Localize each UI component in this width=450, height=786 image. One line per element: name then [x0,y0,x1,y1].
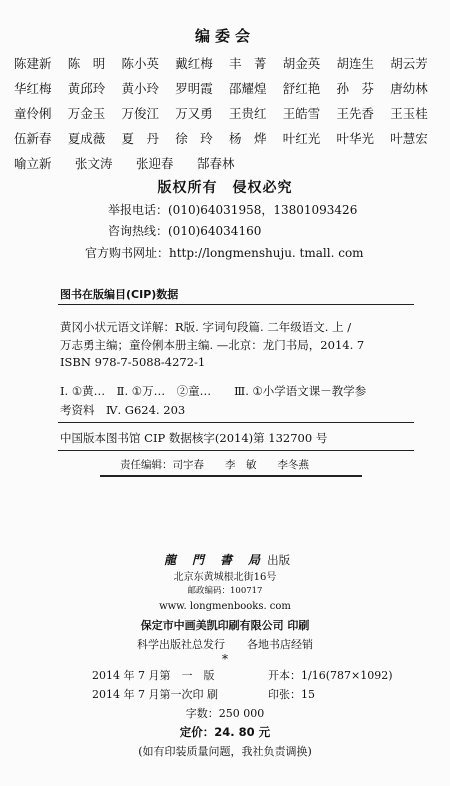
word-count: 字数：250 000 [185,707,265,720]
committee-member: 伍新春 [14,131,52,146]
quality-notice: (如有印装质量问题，我社负责调换) [138,745,312,758]
committee-member: 万金玉 [67,106,106,121]
printer: 保定市中画美凯印刷有限公司 印刷 [140,619,310,632]
committee-member: 张迎春 [136,156,174,171]
publisher-name: 龍 門 書 局 [164,553,263,567]
committee-member: 张文涛 [75,156,113,171]
committee-member: 陈建新 [14,56,52,71]
distributor: 科学出版社总发行 各地书店经销 [137,638,313,651]
cip-line-2: 万志勇主编；童伶俐本册主编. —北京：龙门书局，2014. 7 [60,338,365,352]
committee-member: 夏成薇 [67,131,106,146]
official-shop-url: 官方购书网址：http://longmenshuju. tmall. com [85,246,364,260]
cip-heading: 图书在版编目(CIP)数据 [60,288,179,301]
committee-member: 徐 玲 [175,131,213,146]
committee-member: 陈 明 [67,56,106,71]
committee-title: 编委会 [194,27,255,45]
committee-member: 胡连生 [336,56,375,71]
printed-sheets: 印张：15 [268,688,315,701]
price: 定价：24. 80 元 [179,725,271,739]
committee-member: 戴红梅 [175,56,213,71]
committee-member: 黄邱玲 [67,81,106,96]
committee-member: 陈小英 [121,56,160,71]
responsible-editors: 责任编辑：司宇春 李 敏 李冬燕 [120,459,309,471]
consult-hotline: 咨询热线：(010)64034160 [108,224,262,238]
committee-member: 胡金英 [282,56,321,71]
committee-member: 叶慧宏 [390,131,428,146]
committee-row [14,154,444,172]
committee-member: 舒红艳 [282,81,321,96]
cip-rule-bottom [58,450,414,451]
committee-member: 夏 丹 [121,131,160,146]
committee-member: 罗明霞 [175,81,213,96]
committee-member: 王皓雪 [282,106,321,121]
separator-star: * [222,652,228,666]
publisher-suffix: 出版 [267,553,291,567]
cip-line-4: 考资料 Ⅳ. G624. 203 [60,403,186,417]
publisher-address: 北京东黄城根北街16号 [173,572,277,583]
committee-member: 万俊江 [121,106,160,121]
first-printing: 2014 年 7 月第一次印 刷 [92,688,218,701]
committee-row [14,104,444,122]
committee-member: 邵耀煌 [229,81,267,96]
committee-member: 唐幼林 [390,81,428,96]
committee-member: 郜春林 [197,156,235,171]
committee-member: 胡云芳 [390,56,428,71]
committee-member: 叶华光 [336,131,375,146]
publisher-line [164,549,290,568]
committee-member: 华红梅 [14,81,52,96]
book-format: 开本：1/16(787×1092) [268,669,393,682]
committee-member: 王玉桂 [390,106,428,121]
committee-member: 孙 芬 [336,81,375,96]
publisher-website: www. longmenbooks. com [159,601,291,612]
editors-rule [100,475,362,477]
committee-member: 喻立新 [14,156,52,171]
committee-member: 童伶俐 [14,106,52,121]
cip-isbn: ISBN 978-7-5088-4272-1 [60,355,206,369]
cip-line-3: Ⅰ. ①黄… Ⅱ. ①万… ②童… Ⅲ. ①小学语文课－教学参 [60,384,367,398]
first-edition: 2014 年 7 月第 一 版 [92,669,215,682]
committee-member: 叶红光 [282,131,321,146]
report-phone: 举报电话：(010)64031958，13801093426 [108,203,358,217]
committee-member: 丰 菁 [229,56,267,71]
cip-rule-mid [58,422,414,423]
committee-member: 黄小玲 [121,81,160,96]
committee-row [14,129,444,147]
committee-row [14,79,444,97]
publisher-postcode: 邮政编码：100717 [187,586,263,596]
committee-member: 王贵红 [229,106,267,121]
committee-member: 王先香 [336,106,375,121]
copyright-title: 版权所有 侵权必究 [157,180,293,196]
committee-member: 杨 烨 [229,131,267,146]
cip-record: 中国版本图书馆 CIP 数据核字(2014)第 132700 号 [60,431,328,445]
cip-rule-top [58,304,414,305]
committee-row [14,54,444,72]
cip-line-1: 黄冈小状元语文详解：R版. 字词句段篇. 二年级语文. 上 / [60,320,352,334]
committee-member: 万又勇 [175,106,213,121]
